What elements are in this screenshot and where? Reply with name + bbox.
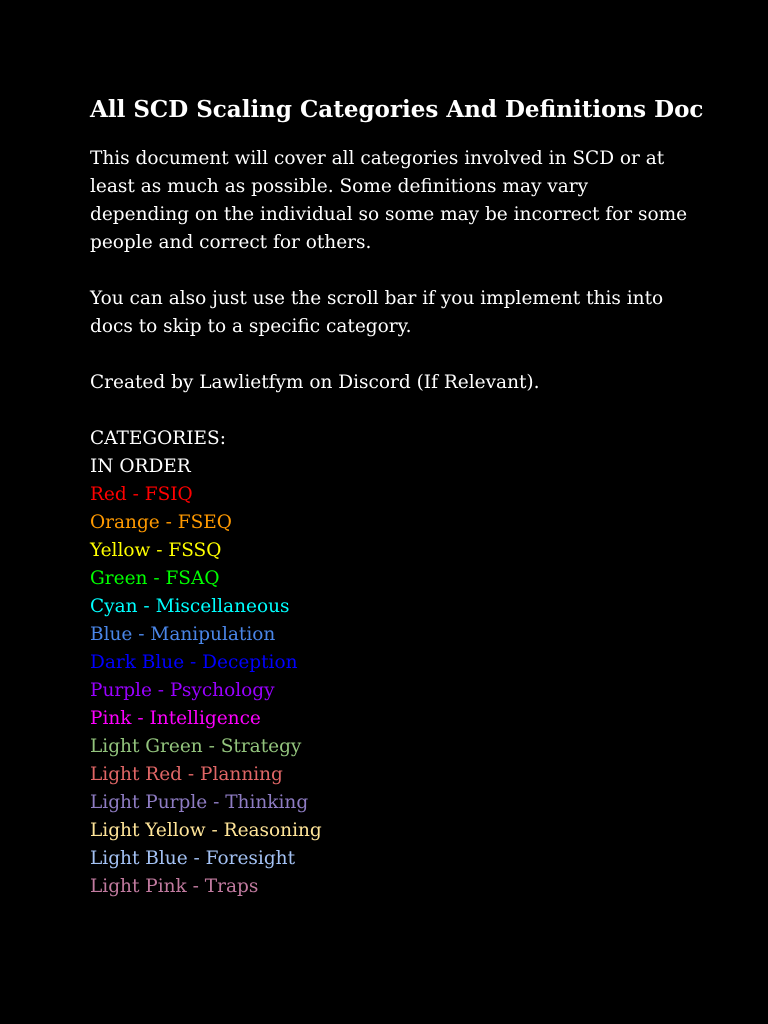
category-list (90, 481, 690, 901)
document-title: All SCD Scaling Categories And Definitions Doc (90, 96, 704, 123)
author-credit: Created by Lawlietfym on Discord (If Relevant). (90, 372, 540, 393)
category-item-cyan: Cyan - Miscellaneous (90, 596, 290, 617)
category-item-pink: Pink - Intelligence (90, 708, 261, 729)
category-item-purple: Purple - Psychology (90, 680, 275, 701)
categories-heading: CATEGORIES: (90, 428, 226, 449)
category-item-light-green: Light Green - Strategy (90, 736, 302, 757)
order-label: IN ORDER (90, 456, 191, 477)
category-item-orange: Orange - FSEQ (90, 512, 232, 533)
category-item-dark-blue: Dark Blue - Deception (90, 652, 298, 673)
category-item-yellow: Yellow - FSSQ (90, 540, 222, 561)
category-item-light-blue: Light Blue - Foresight (90, 848, 296, 869)
category-item-green: Green - FSAQ (90, 568, 220, 589)
intro-paragraph: This document will cover all categories involved in SCD or at least as much as possible. Some definitions may vary depending on the individual so some may be incorrect for some people and correct for others. (90, 148, 688, 253)
document-page (90, 93, 704, 901)
scroll-bar-note: You can also just use the scroll bar if you implement this into docs to skip to a specific category. (90, 288, 664, 337)
category-item-red: Red - FSIQ (90, 484, 193, 505)
category-item-light-yellow: Light Yellow - Reasoning (90, 820, 322, 841)
category-item-light-purple: Light Purple - Thinking (90, 792, 309, 813)
category-item-light-red: Light Red - Planning (90, 764, 283, 785)
category-item-blue: Blue - Manipulation (90, 624, 276, 645)
category-item-light-pink: Light Pink - Traps (90, 876, 259, 897)
